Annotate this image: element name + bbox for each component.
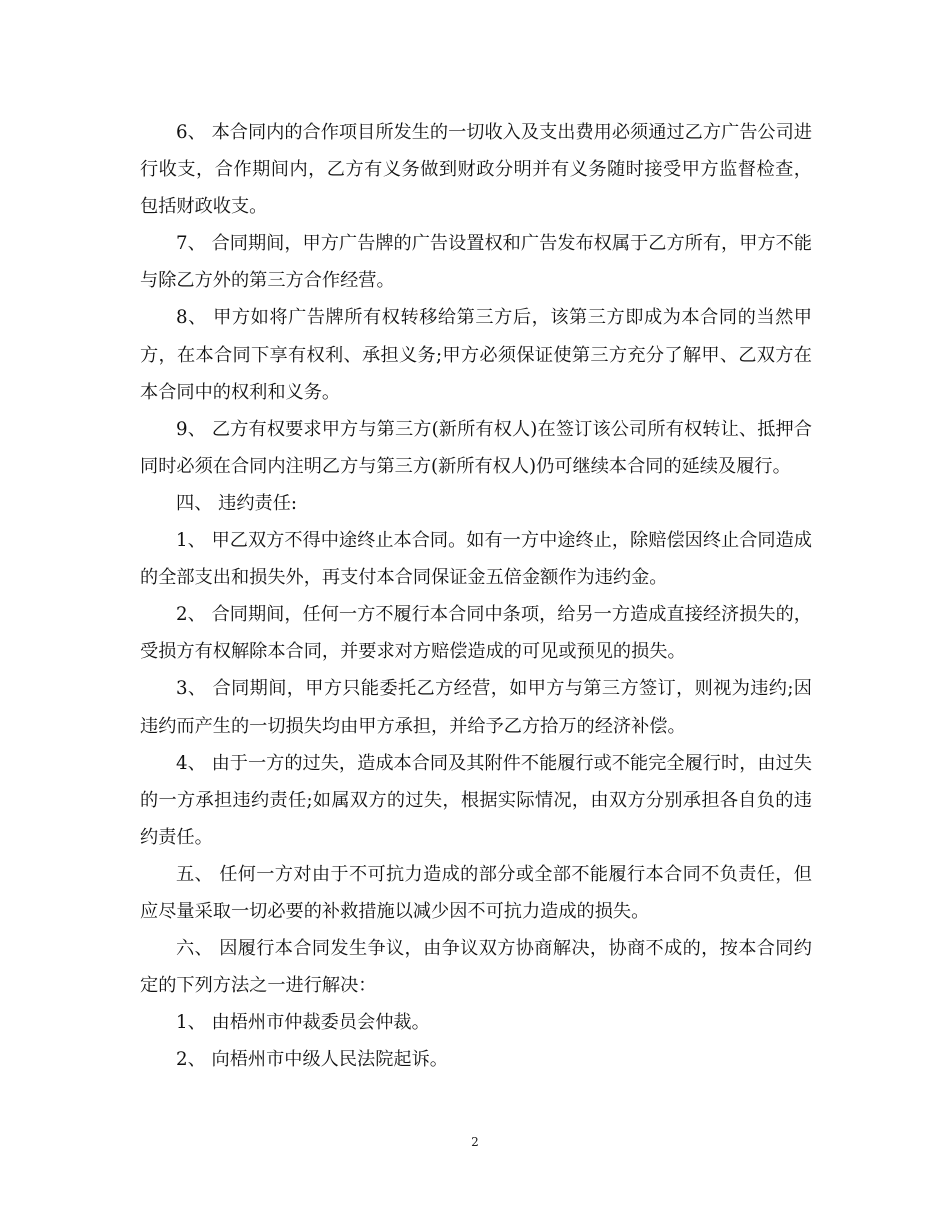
section-heading-breach-liability: 四、 违约责任: xyxy=(176,492,298,514)
paragraph-dispute-resolution: 六、 因履行本合同发生争议，由争议双方协商解决，协商不成的，按本合同约定的下列方法之一进行解决： xyxy=(140,938,812,997)
paragraph-clause-7: 7、 合同期间，甲方广告牌的广告设置权和广告发布权属于乙方所有，甲方不能与除乙方外的第三方合作经营。 xyxy=(140,233,812,292)
paragraph-dispute-option-2: 2、 向梧州市中级人民法院起诉。 xyxy=(176,1049,448,1071)
paragraph-clause-8: 8、 甲方如将广告牌所有权转移给第三方后，该第三方即成为本合同的当然甲方，在本合同下享有权利、承担义务;甲方必须保证使第三方充分了解甲、乙双方在本合同中的权利和义务。 xyxy=(140,307,812,403)
paragraph-breach-4: 4、 由于一方的过失，造成本合同及其附件不能履行或不能完全履行时，由过失的一方承担违约责任;如属双方的过失，根据实际情况，由双方分别承担各自负的违约责任。 xyxy=(140,752,812,848)
document-body xyxy=(140,114,812,1078)
paragraph-breach-2: 2、 合同期间，任何一方不履行本合同中条项，给另一方造成直接经济损失的，受损方有权解除本合同，并要求对方赔偿造成的可见或预见的损失。 xyxy=(140,604,812,663)
paragraph-clause-6: 6、 本合同内的合作项目所发生的一切收入及支出费用必须通过乙方广告公司进行收支，合作期间内，乙方有义务做到财政分明并有义务随时接受甲方监督检查，包括财政收支。 xyxy=(140,122,812,218)
paragraph-dispute-option-1: 1、 由梧州市仲裁委员会仲裁。 xyxy=(176,1012,430,1034)
paragraph-force-majeure: 五、 任何一方对由于不可抗力造成的部分或全部不能履行本合同不负责任，但应尽量采取一切必要的补救措施以减少因不可抗力造成的损失。 xyxy=(140,863,812,922)
paragraph-breach-3: 3、 合同期间，甲方只能委托乙方经营，如甲方与第三方签订，则视为违约;因违约而产生的一切损失均由甲方承担，并给予乙方拾万的经济补偿。 xyxy=(140,678,812,737)
paragraph-clause-9: 9、 乙方有权要求甲方与第三方(新所有权人)在签订该公司所有权转让、抵押合同时必须在合同内注明乙方与第三方(新所有权人)仍可继续本合同的延续及履行。 xyxy=(140,418,812,477)
page-number: 2 xyxy=(471,1135,479,1149)
paragraph-breach-1: 1、 甲乙双方不得中途终止本合同。如有一方中途终止，除赔偿因终止合同造成的全部支出和损失外，再支付本合同保证金五倍金额作为违约金。 xyxy=(140,530,812,589)
